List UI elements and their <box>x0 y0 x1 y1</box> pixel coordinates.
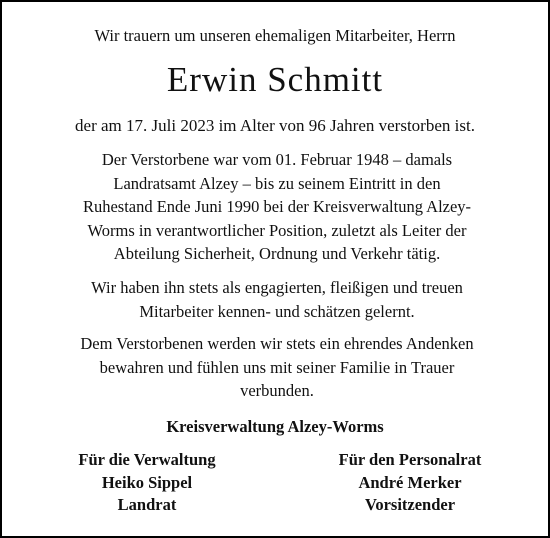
signature-name: André Merker <box>358 472 462 492</box>
signature-title: Vorsitzender <box>364 495 456 514</box>
paragraph-line: Abteilung Sicherheit, Ordnung und Verkehr tätig. <box>113 244 441 264</box>
paragraph-line: Ruhestand Ende Juni 1990 bei der Kreisverwaltung Alzey- <box>82 197 472 217</box>
signature-name: Heiko Sippel <box>101 472 193 492</box>
paragraph-line: Dem Verstorbenen werden wir stets ein ehrendes Andenken <box>80 334 474 353</box>
paragraph-line: Landratsamt Alzey – bis zu seinem Eintritt in den <box>113 173 441 193</box>
death-line: der am 17. Juli 2023 im Alter von 96 Jahren verstorben ist. <box>75 116 475 135</box>
signature-staff-council <box>290 449 530 517</box>
intro-text: Wir trauern um unseren ehemaligen Mitarbeiter, Herrn <box>94 26 456 45</box>
organization-name: Kreisverwaltung Alzey-Worms <box>166 417 384 436</box>
appreciation-paragraph <box>14 276 540 323</box>
career-paragraph <box>14 148 540 266</box>
signature-administration <box>27 449 267 517</box>
remembrance-paragraph <box>14 332 540 403</box>
paragraph-line: verbunden. <box>240 381 314 401</box>
paragraph-line: Mitarbeiter kennen- und schätzen gelernt. <box>139 301 415 321</box>
paragraph-line: Wir haben ihn stets als engagierten, fleißigen und treuen <box>91 278 463 297</box>
signature-role: Für den Personalrat <box>338 450 482 469</box>
paragraph-line: bewahren und fühlen uns mit seiner Familie in Trauer <box>99 357 455 377</box>
signature-role: Für die Verwaltung <box>78 450 216 469</box>
paragraph-line: Worms in verantwortlicher Position, zuletzt als Leiter der <box>87 220 467 240</box>
signature-title: Landrat <box>117 495 177 514</box>
paragraph-line: Der Verstorbene war vom 01. Februar 1948 – damals <box>101 150 453 169</box>
deceased-name: Erwin Schmitt <box>166 60 384 99</box>
